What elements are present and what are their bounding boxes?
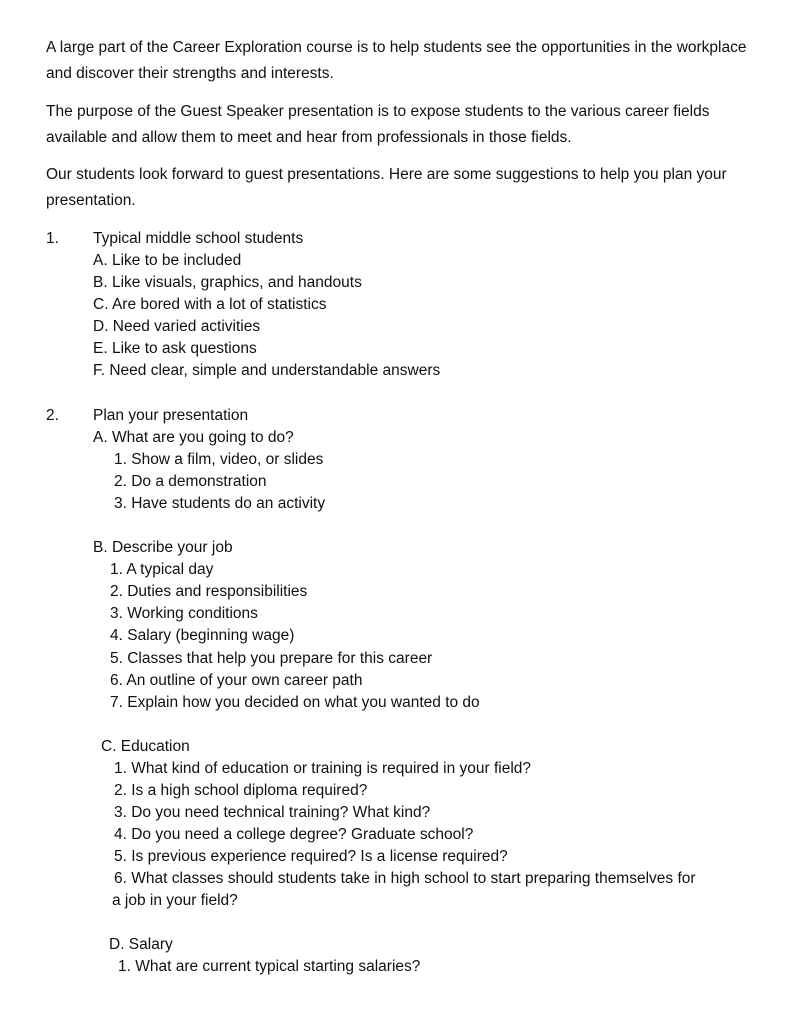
subsection-heading: B. Describe your job [93,539,233,556]
list-item: 6. What classes should students take in high school to start preparing themselves for [114,870,696,887]
list-item: 4. Do you need a college degree? Graduate school? [114,826,474,843]
section-title: Typical middle school students [93,230,304,247]
list-item: 4. Salary (beginning wage) [110,627,295,644]
list-item: 5. Classes that help you prepare for this career [110,650,433,667]
list-item: 2. Do a demonstration [114,473,267,490]
list-item: 1. What kind of education or training is required in your field? [114,760,532,777]
intro-paragraph: The purpose of the Guest Speaker presentation is to expose students to the various career fields available and allow them to meet and hear from professionals in those fields. [46,103,710,146]
list-item: 1. Show a film, video, or slides [114,451,324,468]
list-item: 1. A typical day [110,561,214,578]
list-item: F. Need clear, simple and understandable answers [93,362,441,379]
section-number: 2. [46,407,59,424]
list-item: E. Like to ask questions [93,340,257,357]
list-item: D. Need varied activities [93,318,261,335]
intro-paragraph: A large part of the Career Exploration course is to help students see the opportunities in the workplace and discover their strengths and interests. [46,39,747,82]
list-item: B. Like visuals, graphics, and handouts [93,274,362,291]
list-item: 1. What are current typical starting salaries? [118,958,421,975]
subsection-heading: C. Education [101,738,190,755]
list-item: 2. Is a high school diploma required? [114,782,368,799]
list-item-continuation: a job in your field? [112,892,238,909]
list-item: C. Are bored with a lot of statistics [93,296,327,313]
list-item: A. Like to be included [93,252,242,269]
intro-paragraph: Our students look forward to guest presentations. Here are some suggestions to help you plan your presentation. [46,166,727,209]
list-item: 6. An outline of your own career path [110,672,363,689]
subsection-heading: D. Salary [109,936,173,953]
list-item: 5. Is previous experience required? Is a license required? [114,848,508,865]
list-item: 3. Do you need technical training? What kind? [114,804,431,821]
list-item: 3. Working conditions [110,605,258,622]
list-item: 7. Explain how you decided on what you wanted to do [110,694,480,711]
list-item: 3. Have students do an activity [114,495,326,512]
subsection-heading: A. What are you going to do? [93,429,294,446]
section-number: 1. [46,230,59,247]
section-title: Plan your presentation [93,407,249,424]
list-item: 2. Duties and responsibilities [110,583,308,600]
